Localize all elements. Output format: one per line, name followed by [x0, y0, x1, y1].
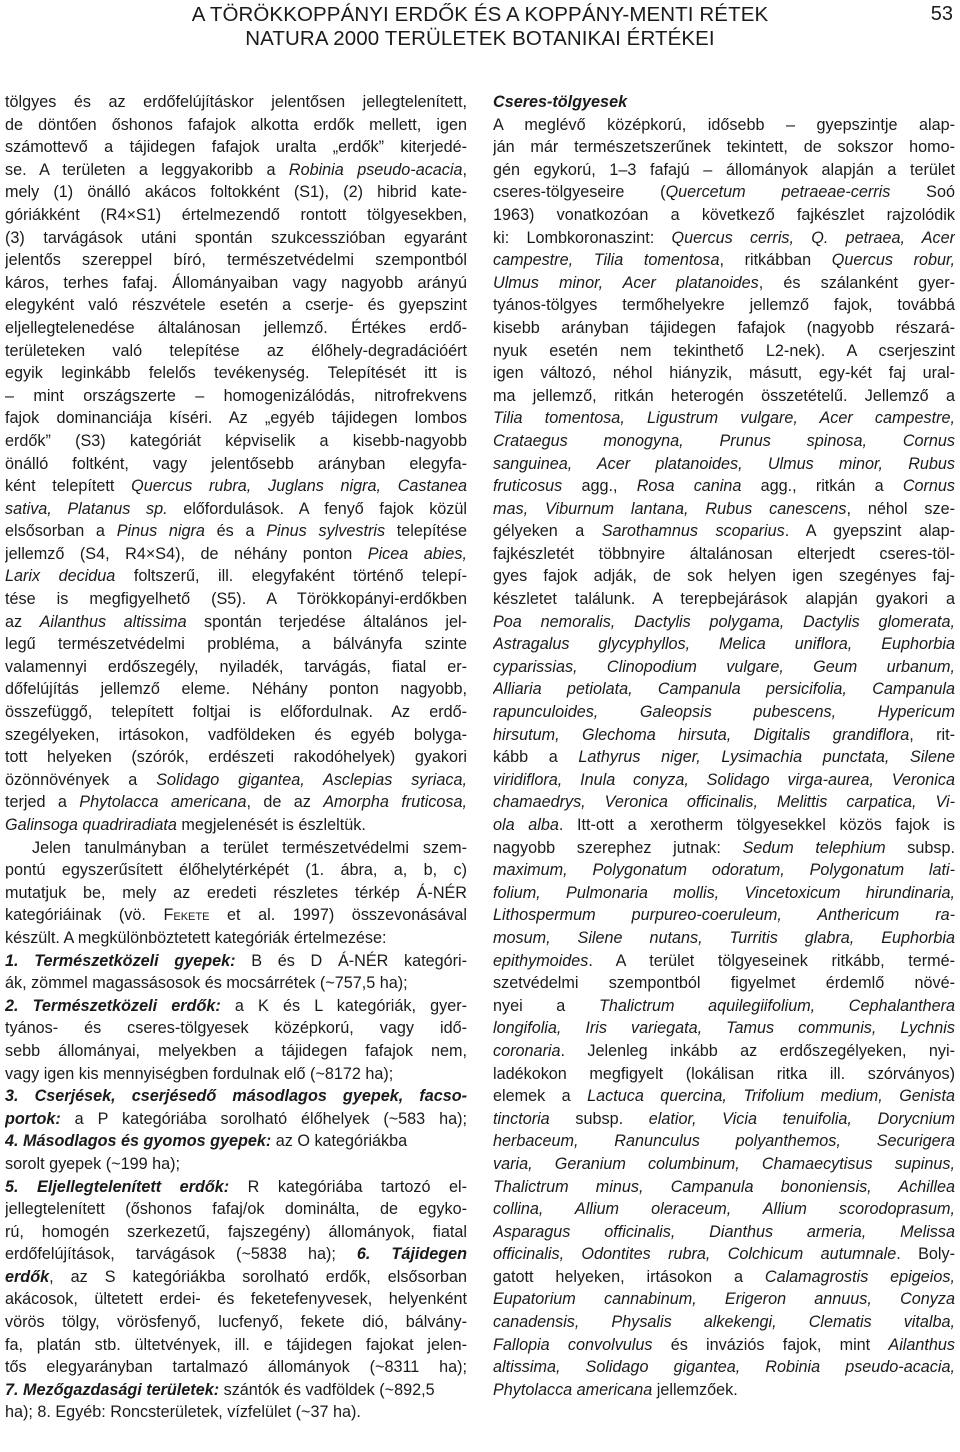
left-column-line: tölgyes és az erdőfelújításkor jelentősen jellegtelenített, [5, 93, 467, 111]
right-column-line: Lithospermum purpureo-coeruleum, Anthericum ra- [493, 906, 955, 925]
left-column-line: számottevő a tájidegen fafajok uralta „erdők” kiterjedé- [5, 138, 467, 157]
left-column-line: erdőfelújítások, tarvágások (~5838 ha); 6. Tájidegen [5, 1245, 467, 1264]
right-column-line: collina, Allium oleraceum, Allium scorodoprasum, [493, 1200, 955, 1219]
left-column-line: rú, homogén szerkezetű, fajszegény) állományok, fiatal [5, 1222, 467, 1241]
left-column-line: mely (1) önálló akácos foltokként (S1), (2) hibrid kate- [5, 183, 467, 202]
right-column-line: nyuk esetén nem tekinthető L2-nek). A cserjeszint [493, 341, 955, 360]
left-column-line: 1. Természetközeli gyepek: B és D Á-NÉR kategóri- [5, 951, 467, 970]
left-column-line: akácosok, ültetett erdei- és feketefenyvesek, helyenként [5, 1290, 467, 1309]
right-column-line: canadensis, Physalis alkekengi, Clematis vitalba, [493, 1313, 955, 1332]
right-column-line: ola alba. Itt-ott a xerotherm tölgyesekkel közös fajok is [493, 816, 955, 834]
left-column-line: jellegtelenített (őshonos fafaj/ok dominálta, de egyko- [5, 1200, 467, 1219]
right-column-line: ján már természetszerűnek tekintett, de sokszor homo- [493, 138, 955, 157]
left-column-line: 2. Természetközeli erdők: a K és L kategóriák, gyer- [5, 996, 467, 1015]
left-column-line: mutatjuk be, mely az eredeti részletes térkép Á-NÉR [5, 883, 467, 902]
right-column-line: Astragalus glycyphyllos, Melica uniflora, Euphorbia [493, 635, 955, 654]
left-column-line: 3. Cserjések, cserjésedő másodlagos gyepek, facso- [5, 1087, 467, 1106]
right-column-line: Eupatorium cannabinum, Erigeron annuus, Conyza [493, 1290, 955, 1309]
left-column-line: erdők” (S3) kategóriát képviselik a kisebb-nagyobb [5, 431, 467, 450]
right-column-line: szetvédelmi szempontból figyelmet érdemlő növé- [493, 974, 955, 993]
right-column-line: Fallopia convolvulus és inváziós fajok, mint Ailanthus [493, 1335, 955, 1354]
right-column-line: kább a Lathyrus niger, Lysimachia punctata, Silene [493, 748, 955, 767]
right-column-line: fruticosus agg., Rosa canina agg., ritkán a Cornus [493, 477, 955, 496]
right-column-line: A meglévő középkorú, idősebb – gyepszintje alap- [493, 115, 955, 134]
left-column-line: az Ailanthus altissima spontán terjedése általános jel- [5, 612, 467, 631]
left-column-line: pontú egyszerűsített élőhelytérképét (1. ábra, a, b, c) [5, 861, 467, 880]
right-column [493, 91, 955, 1401]
right-column-line: Asparagus officinalis, Dianthus armeria, Melissa [493, 1222, 955, 1241]
left-column-line: özönnövények a Solidago gigantea, Asclepias syriaca, [5, 770, 467, 789]
left-column-line: sativa, Platanus sp. előfordulások. A fenyő fajok közül [5, 499, 467, 518]
right-column-line: officinalis, Odontites rubra, Colchicum autumnale. Boly- [493, 1245, 955, 1264]
right-column-line: folium, Pulmonaria mollis, Vincetoxicum hirundinaria, [493, 883, 955, 902]
right-column-line: készletet találunk. A terepbejárások alapján gyakori a [493, 590, 955, 609]
right-column-line: mosum, Silene nutans, Turritis glabra, Euphorbia [493, 928, 955, 947]
left-column-line: Larix decidua foltszerű, ill. elegyfaként történő telepí- [5, 567, 467, 586]
left-column-line: ként telepített Quercus rubra, Juglans nigra, Castanea [5, 477, 467, 496]
right-column-line: tinctoria subsp. elatior, Vicia tenuifolia, Dorycnium [493, 1109, 955, 1128]
right-column-line: Alliaria petiolata, Campanula persicifolia, Campanula [493, 680, 955, 699]
left-column-line: sebb állományai, melyekben a tájidegen fafajok nem, [5, 1041, 467, 1060]
left-column-line: sorolt gyepek (~199 ha); [5, 1154, 181, 1173]
right-column-line: nyei a Thalictrum aquilegiifolium, Cephalanthera [493, 996, 955, 1015]
right-column-line: elemek a Lactuca quercina, Trifolium medium, Genista [493, 1087, 955, 1106]
left-column-line: terjed a Phytolacca americana, de az Amorpha fruticosa, [5, 793, 467, 812]
right-column-line: sanguinea, Acer platanoides, Ulmus minor, Rubus [493, 454, 955, 473]
left-column-line: de döntően őshonos fafajok alkotta erdők mellett, igen [5, 115, 467, 134]
left-column-line: tős elegyarányban tartalmazó állományok (~8311 ha); [5, 1358, 467, 1377]
left-column-line: jellemző (S4, R4×S4), de néhány ponton Picea abies, [5, 544, 467, 563]
right-column-line: mas, Viburnum lantana, Rubus canescens, néhol sze- [493, 499, 955, 518]
left-column-line: egyik leginkább felelős tevékenység. Telepítését itt is [5, 364, 467, 383]
right-column-line: igen változó, néhol hiányzik, másutt, egy-két faj ural- [493, 364, 955, 383]
left-column-line: 4. Másodlagos és gyomos gyepek: az O kategóriákba [5, 1132, 408, 1151]
right-column-line: longifolia, Iris variegata, Tamus communis, Lychnis [493, 1019, 955, 1038]
left-column-line: készült. A megkülönböztetett kategóriák értelmezése: [5, 928, 387, 947]
left-column-line: legű természetvédelmi probléma, a bálványfa szinte [5, 635, 467, 654]
right-column-line: gén egykorú, 1–3 fafajú – állományok alapján a terület [493, 160, 955, 179]
left-column-line: erdők, az S kategóriákba sorolható erdők, elsősorban [5, 1267, 467, 1286]
right-column-line: cyparissias, Clinopodium vulgare, Geum urbanum, [493, 657, 955, 676]
right-column-line: gyes fajok adják, de sok helyen igen szegényes faj- [493, 567, 955, 586]
right-column-line: tyános-tölgyes termőhelyekre jellemző fajok, továbbá [493, 296, 955, 315]
right-column-line: ki: Lombkoronaszint: Quercus cerris, Q. petraea, Acer [493, 228, 955, 247]
left-column-line: eljellegtelenedése általánosan jellemző. Értékes erdő- [5, 318, 467, 337]
right-column-line: chamaedrys, Veronica officinalis, Melittis carpatica, Vi- [493, 793, 955, 812]
right-column-line: gélyeken a Sarothamnus scoparius. A gyepszint alap- [493, 522, 955, 541]
left-column-line: se. A területen a leggyakoribb a Robinia pseudo-acacia, [5, 160, 467, 179]
right-column-line: Thalictrum minus, Campanula bononiensis, Achillea [493, 1177, 955, 1196]
left-column-line: elsősorban a Pinus nigra és a Pinus sylvestris telepítése [5, 522, 467, 541]
left-column-line: vörös tölgy, vörösfenyő, lucfenyő, fekete dió, bálvány- [5, 1313, 467, 1332]
header-title-line-1: A TÖRÖKKOPPÁNYI ERDŐK ÉS A KOPPÁNY-MENTI RÉTEK [191, 3, 769, 26]
right-column-line: rapunculoides, Galeopsis pubescens, Hypericum [493, 703, 955, 722]
right-column-line: Crataegus monogyna, Prunus spinosa, Cornus [493, 431, 955, 450]
left-column-line: káros, terhes fafaj. Állományaiban vagy nagyobb arányú [5, 273, 467, 292]
header-title-line-2: NATURA 2000 TERÜLETEK BOTANIKAI ÉRTÉKEI [245, 27, 715, 50]
left-column-line: góriákként (R4×S1) értelmezendő rontott tölgyesekben, [5, 205, 467, 224]
right-column-line: cseres-tölgyeseire (Quercetum petraeae-cerris Soó [493, 183, 955, 202]
right-column-line: maximum, Polygonatum odoratum, Polygonatum lati- [493, 861, 955, 880]
right-column-line: gatott helyeken, irtásokon a Calamagrostis epigeios, [493, 1267, 955, 1286]
right-column-line: Poa nemoralis, Dactylis polygama, Dactylis glomerata, [493, 612, 955, 631]
left-column-line: kategóriáinak (vö. Fekete et al. 1997) összevonásával [5, 906, 467, 925]
page-number: 53 [930, 3, 953, 25]
left-column-line: 5. Eljellegtelenített erdők: R kategóriába tartozó el- [5, 1177, 467, 1196]
left-column-line: tott helyeken (szórók, erdészeti rakodóhelyek) gyakori [5, 748, 467, 767]
right-column-line: fajkészletét többnyire általánosan elterjedt cseres-töl- [493, 544, 955, 563]
left-column [5, 91, 467, 1424]
left-column-line: összefüggő, telepített foltjai is előfordulnak. Az erdő- [5, 703, 467, 722]
right-column-line: coronaria. Jelenleg inkább az erdőszegélyeken, nyi- [493, 1041, 955, 1060]
left-column-line: fajok dominanciája kíséri. Az „egyéb tájidegen lombos [5, 409, 467, 428]
right-column-line: campestre, Tilia tomentosa, ritkábban Quercus robur, [493, 251, 955, 270]
right-column-line: kisebb arányban tájidegen fafajok (nagyobb részará- [493, 318, 955, 337]
left-column-line: tyános- és cseres-tölgyesek középkorú, vagy idő- [5, 1019, 467, 1038]
left-column-line: – mint országszerte – homogenizálódás, nitrofrekvens [5, 386, 467, 405]
right-column-line: hirsutum, Glechoma hirsuta, Digitalis grandiflora, rit- [493, 725, 955, 744]
right-column-line: herbaceum, Ranunculus polyanthemos, Securigera [493, 1132, 955, 1151]
left-column-line: portok: a P kategóriába sorolható élőhelyek (~583 ha); [5, 1109, 467, 1128]
right-column-line: 1963) vonatkozóan a következő fajkészlet rajzolódik [493, 205, 955, 224]
left-column-line: vagy igen kis mennyiségben fordulnak elő (~8172 ha); [5, 1064, 394, 1083]
left-column-line: területeken való telepítése az élőhely-degradációért [5, 341, 467, 360]
left-column-line: valamennyi erdőszegély, nyiladék, tarvágás, fiatal er- [5, 657, 467, 676]
right-column-line: Tilia tomentosa, Ligustrum vulgare, Acer campestre, [493, 409, 955, 428]
left-column-line: ák, zömmel magassásosok és mocsárrétek (~757,5 ha); [5, 974, 408, 993]
left-column-line: ha); 8. Egyéb: Roncsterületek, vízfelület (~37 ha). [5, 1403, 361, 1422]
left-column-line: elegyként való részvétele esetén a cserje- és gyepszint [5, 296, 467, 315]
right-column-line: nagyobb szerephez jutnak: Sedum telephium subsp. [493, 838, 955, 857]
right-column-line: altissima, Solidago gigantea, Robinia pseudo-acacia, [493, 1358, 955, 1377]
running-header [0, 0, 960, 60]
right-column-line: Ulmus minor, Acer platanoides, és szálanként gyer- [493, 273, 955, 292]
left-column-line: fa, platán stb. ültetvények, ill. e tájidegen fajokat jelen- [5, 1335, 467, 1354]
left-column-line: tése is megfigyelhető (S5). A Törökkopányi-erdőkben [5, 590, 467, 609]
left-column-line: Jelen tanulmányban a terület természetvédelmi szem- [32, 838, 467, 857]
right-column-line: varia, Geranium columbinum, Chamaecytisus supinus, [493, 1154, 955, 1173]
left-column-line: (3) tarvágások utáni spontán szukcesszióban egyaránt [5, 228, 467, 247]
left-column-line: szegélyeken, irtásokon, vadföldeken és egyéb bolyga- [5, 725, 467, 744]
right-column-line: Phytolacca americana jellemzőek. [493, 1380, 738, 1399]
left-column-line: dőfelújítás jellemző eleme. Néhány ponton nagyobb, [5, 680, 467, 699]
left-column-line: 7. Mezőgazdasági területek: szántók és vadföldek (~892,5 [5, 1380, 435, 1399]
right-column-line: viridiflora, Inula conyza, Solidago virga-aurea, Veronica [493, 770, 955, 789]
right-column-line: ma jellemző, ritkán heterogén összetételű. Jellemző a [493, 386, 955, 405]
left-column-line: Galinsoga quadriradiata megjelenését is észleltük. [5, 816, 366, 834]
right-column-line: Cseres-tölgyesek [493, 93, 628, 111]
right-column-line: ladékokon megfigyelt (lokálisan ritka ill. szórványos) [493, 1064, 955, 1083]
left-column-line: jelentős szereppel bíró, természetvédelmi szempontból [5, 251, 467, 270]
left-column-line: önálló foltként, vagy jelentősebb arányban elegyfa- [5, 454, 467, 473]
right-column-line: epithymoides. A terület tölgyeseinek ritkább, termé- [493, 951, 955, 970]
